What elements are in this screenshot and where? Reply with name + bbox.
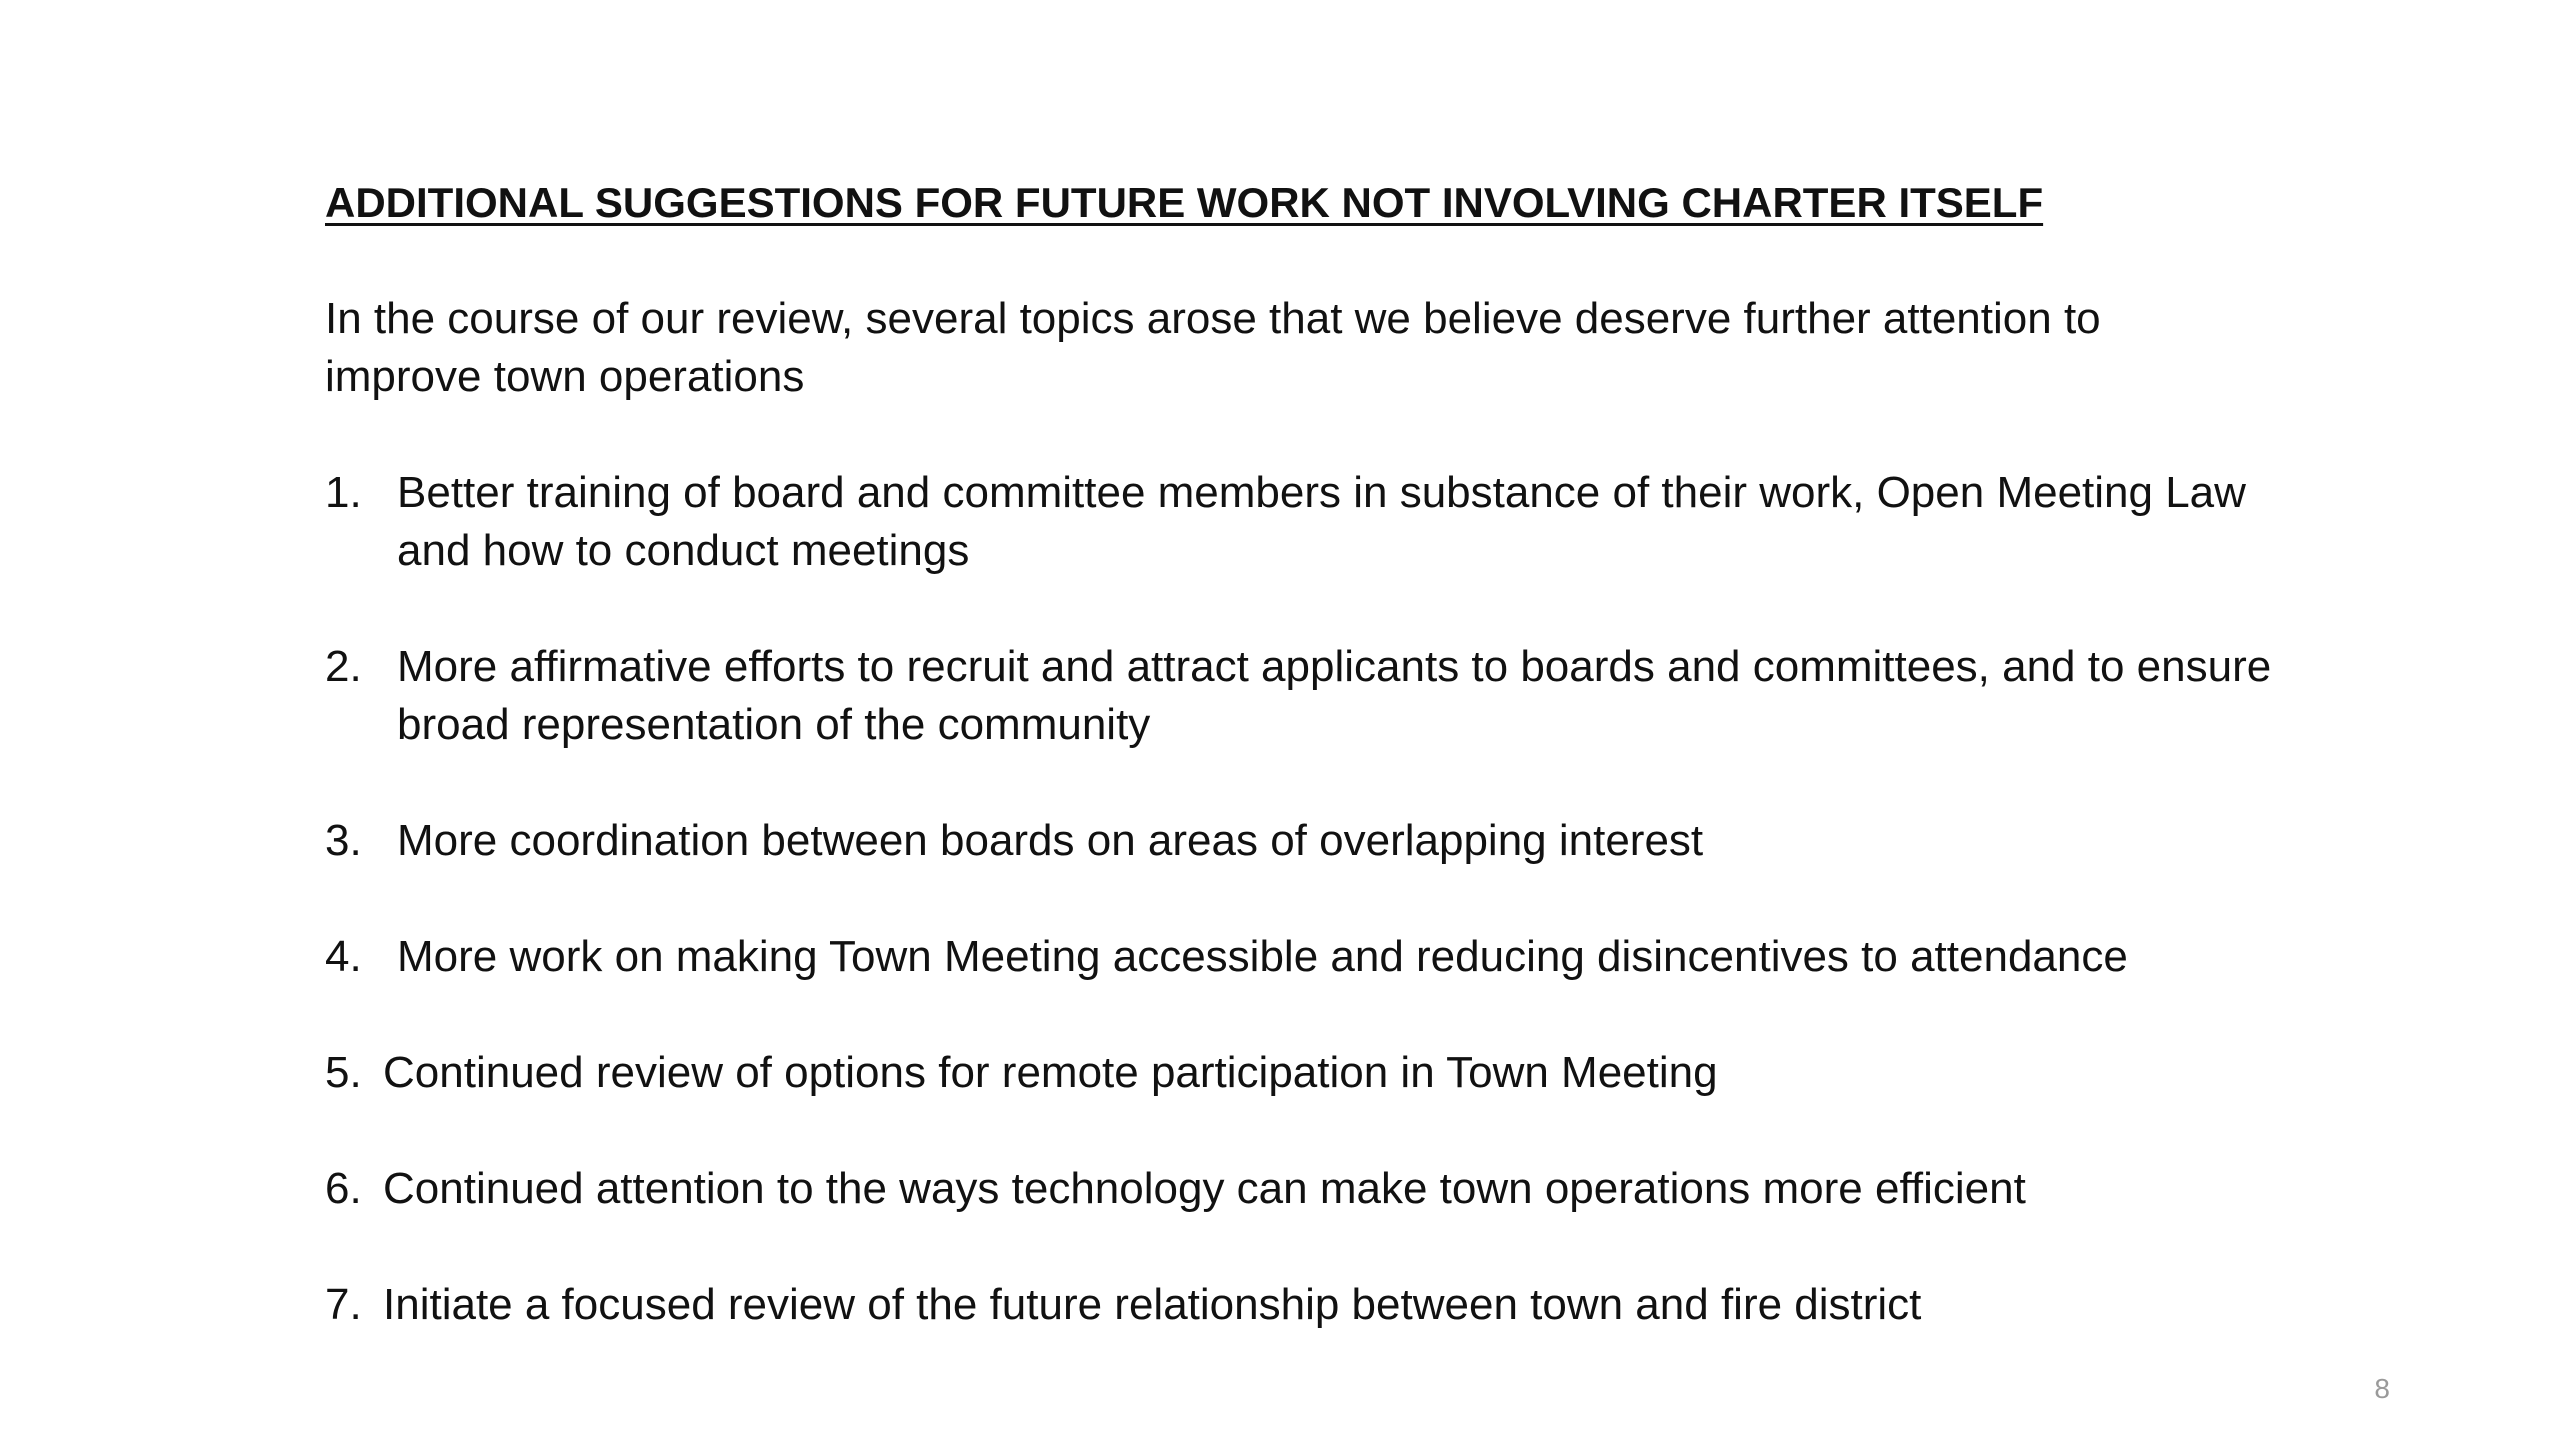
list-item — [325, 1044, 2325, 1102]
slide-heading: ADDITIONAL SUGGESTIONS FOR FUTURE WORK NOT INVOLVING CHARTER ITSELF — [325, 179, 2044, 226]
list-item — [325, 812, 2325, 870]
slide-content — [325, 174, 2325, 1392]
list-item-number: 7. — [325, 1280, 362, 1329]
intro-paragraph: In the course of our review, several topics arose that we believe deserve further attention to improve town operations — [325, 294, 2101, 401]
list-item-number: 2. — [325, 642, 362, 691]
page-number: 8 — [2374, 1373, 2390, 1404]
list-item — [325, 1160, 2325, 1218]
list-item-text: More work on making Town Meeting accessible and reducing disincentives to attendance — [397, 932, 2128, 981]
list-item-text: More coordination between boards on areas of overlapping interest — [397, 816, 1704, 865]
list-item-number: 1. — [325, 468, 362, 517]
list-item-number: 6. — [325, 1164, 362, 1213]
list-item — [325, 638, 2325, 754]
list-item-number: 5. — [325, 1048, 362, 1097]
list-item-text: Initiate a focused review of the future relationship between town and fire district — [383, 1280, 1922, 1329]
list-item-text: More affirmative efforts to recruit and attract applicants to boards and committees, and to ensure broad representation of the community — [397, 642, 2272, 749]
list-item-text: Continued review of options for remote participation in Town Meeting — [383, 1048, 1718, 1097]
list-item — [325, 1276, 2325, 1334]
list-item-number: 3. — [325, 816, 362, 865]
list-item-text: Continued attention to the ways technology can make town operations more efficient — [383, 1164, 2026, 1213]
list-item — [325, 928, 2325, 986]
list-item — [325, 464, 2325, 580]
list-item-number: 4. — [325, 932, 362, 981]
suggestion-list — [325, 464, 2325, 1334]
list-item-text: Better training of board and committee members in substance of their work, Open Meeting Law and how to conduct meetings — [397, 468, 2246, 575]
